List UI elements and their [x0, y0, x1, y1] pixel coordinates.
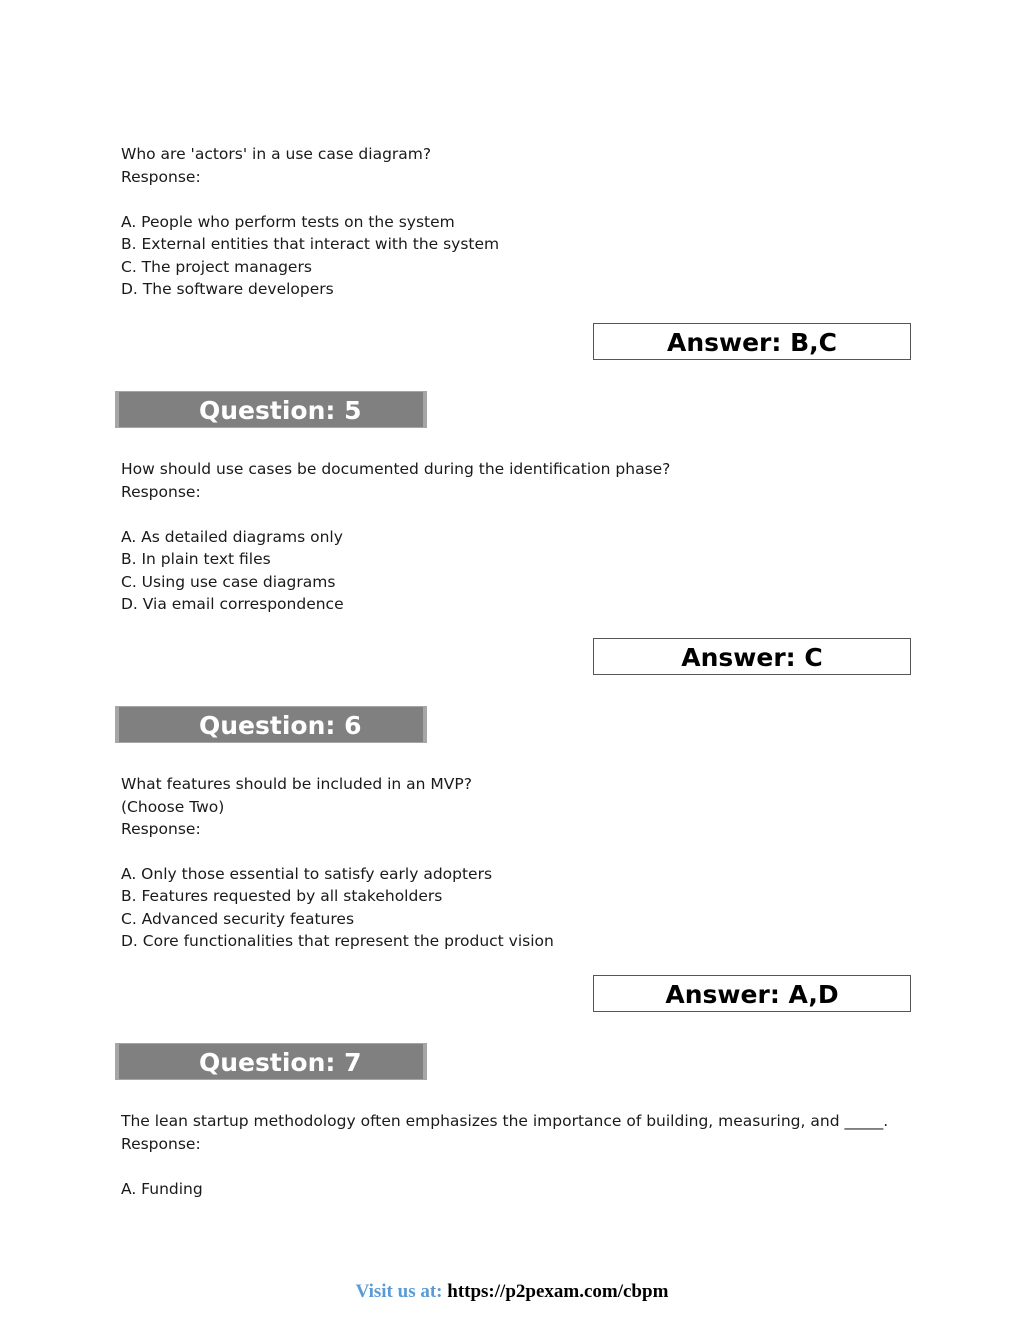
footer-label: Visit us at: — [355, 1281, 443, 1302]
choose-two-note: (Choose Two) — [121, 798, 225, 816]
answer-box-5: Answer: C — [593, 638, 911, 675]
response-label: Response: — [121, 820, 201, 838]
response-label: Response: — [121, 168, 201, 186]
footer-link[interactable]: https://p2pexam.com/cbpm — [447, 1281, 669, 1302]
option-c: C. The project managers — [121, 258, 312, 276]
question-5-header — [115, 391, 427, 428]
answer-box-4: Answer: B,C — [593, 323, 911, 360]
question-4-text: Who are 'actors' in a use case diagram? — [121, 145, 432, 163]
option-a: A. Funding — [121, 1180, 203, 1198]
response-label: Response: — [121, 483, 201, 501]
question-5-title: Question: 5 — [199, 396, 362, 425]
question-6-header — [115, 706, 427, 743]
question-7-text: The lean startup methodology often emphasizes the importance of building, measuring, and _____. — [121, 1112, 889, 1130]
option-d: D. Via email correspondence — [121, 595, 344, 613]
question-7-title: Question: 7 — [199, 1048, 362, 1077]
option-d: D. The software developers — [121, 280, 334, 298]
question-6-title: Question: 6 — [199, 711, 362, 740]
option-a: A. People who perform tests on the system — [121, 213, 455, 231]
option-a: A. As detailed diagrams only — [121, 528, 343, 546]
question-5-text: How should use cases be documented during the identification phase? — [121, 460, 671, 478]
option-b: B. In plain text files — [121, 550, 271, 568]
response-label: Response: — [121, 1135, 201, 1153]
option-a: A. Only those essential to satisfy early adopters — [121, 865, 493, 883]
option-c: C. Using use case diagrams — [121, 573, 336, 591]
option-d: D. Core functionalities that represent the product vision — [121, 932, 554, 950]
option-b: B. External entities that interact with the system — [121, 235, 500, 253]
question-6-text: What features should be included in an MVP? — [121, 775, 472, 793]
option-c: C. Advanced security features — [121, 910, 355, 928]
option-b: B. Features requested by all stakeholders — [121, 887, 443, 905]
question-7-header — [115, 1043, 427, 1080]
footer — [0, 1281, 1024, 1303]
answer-box-6: Answer: A,D — [593, 975, 911, 1012]
